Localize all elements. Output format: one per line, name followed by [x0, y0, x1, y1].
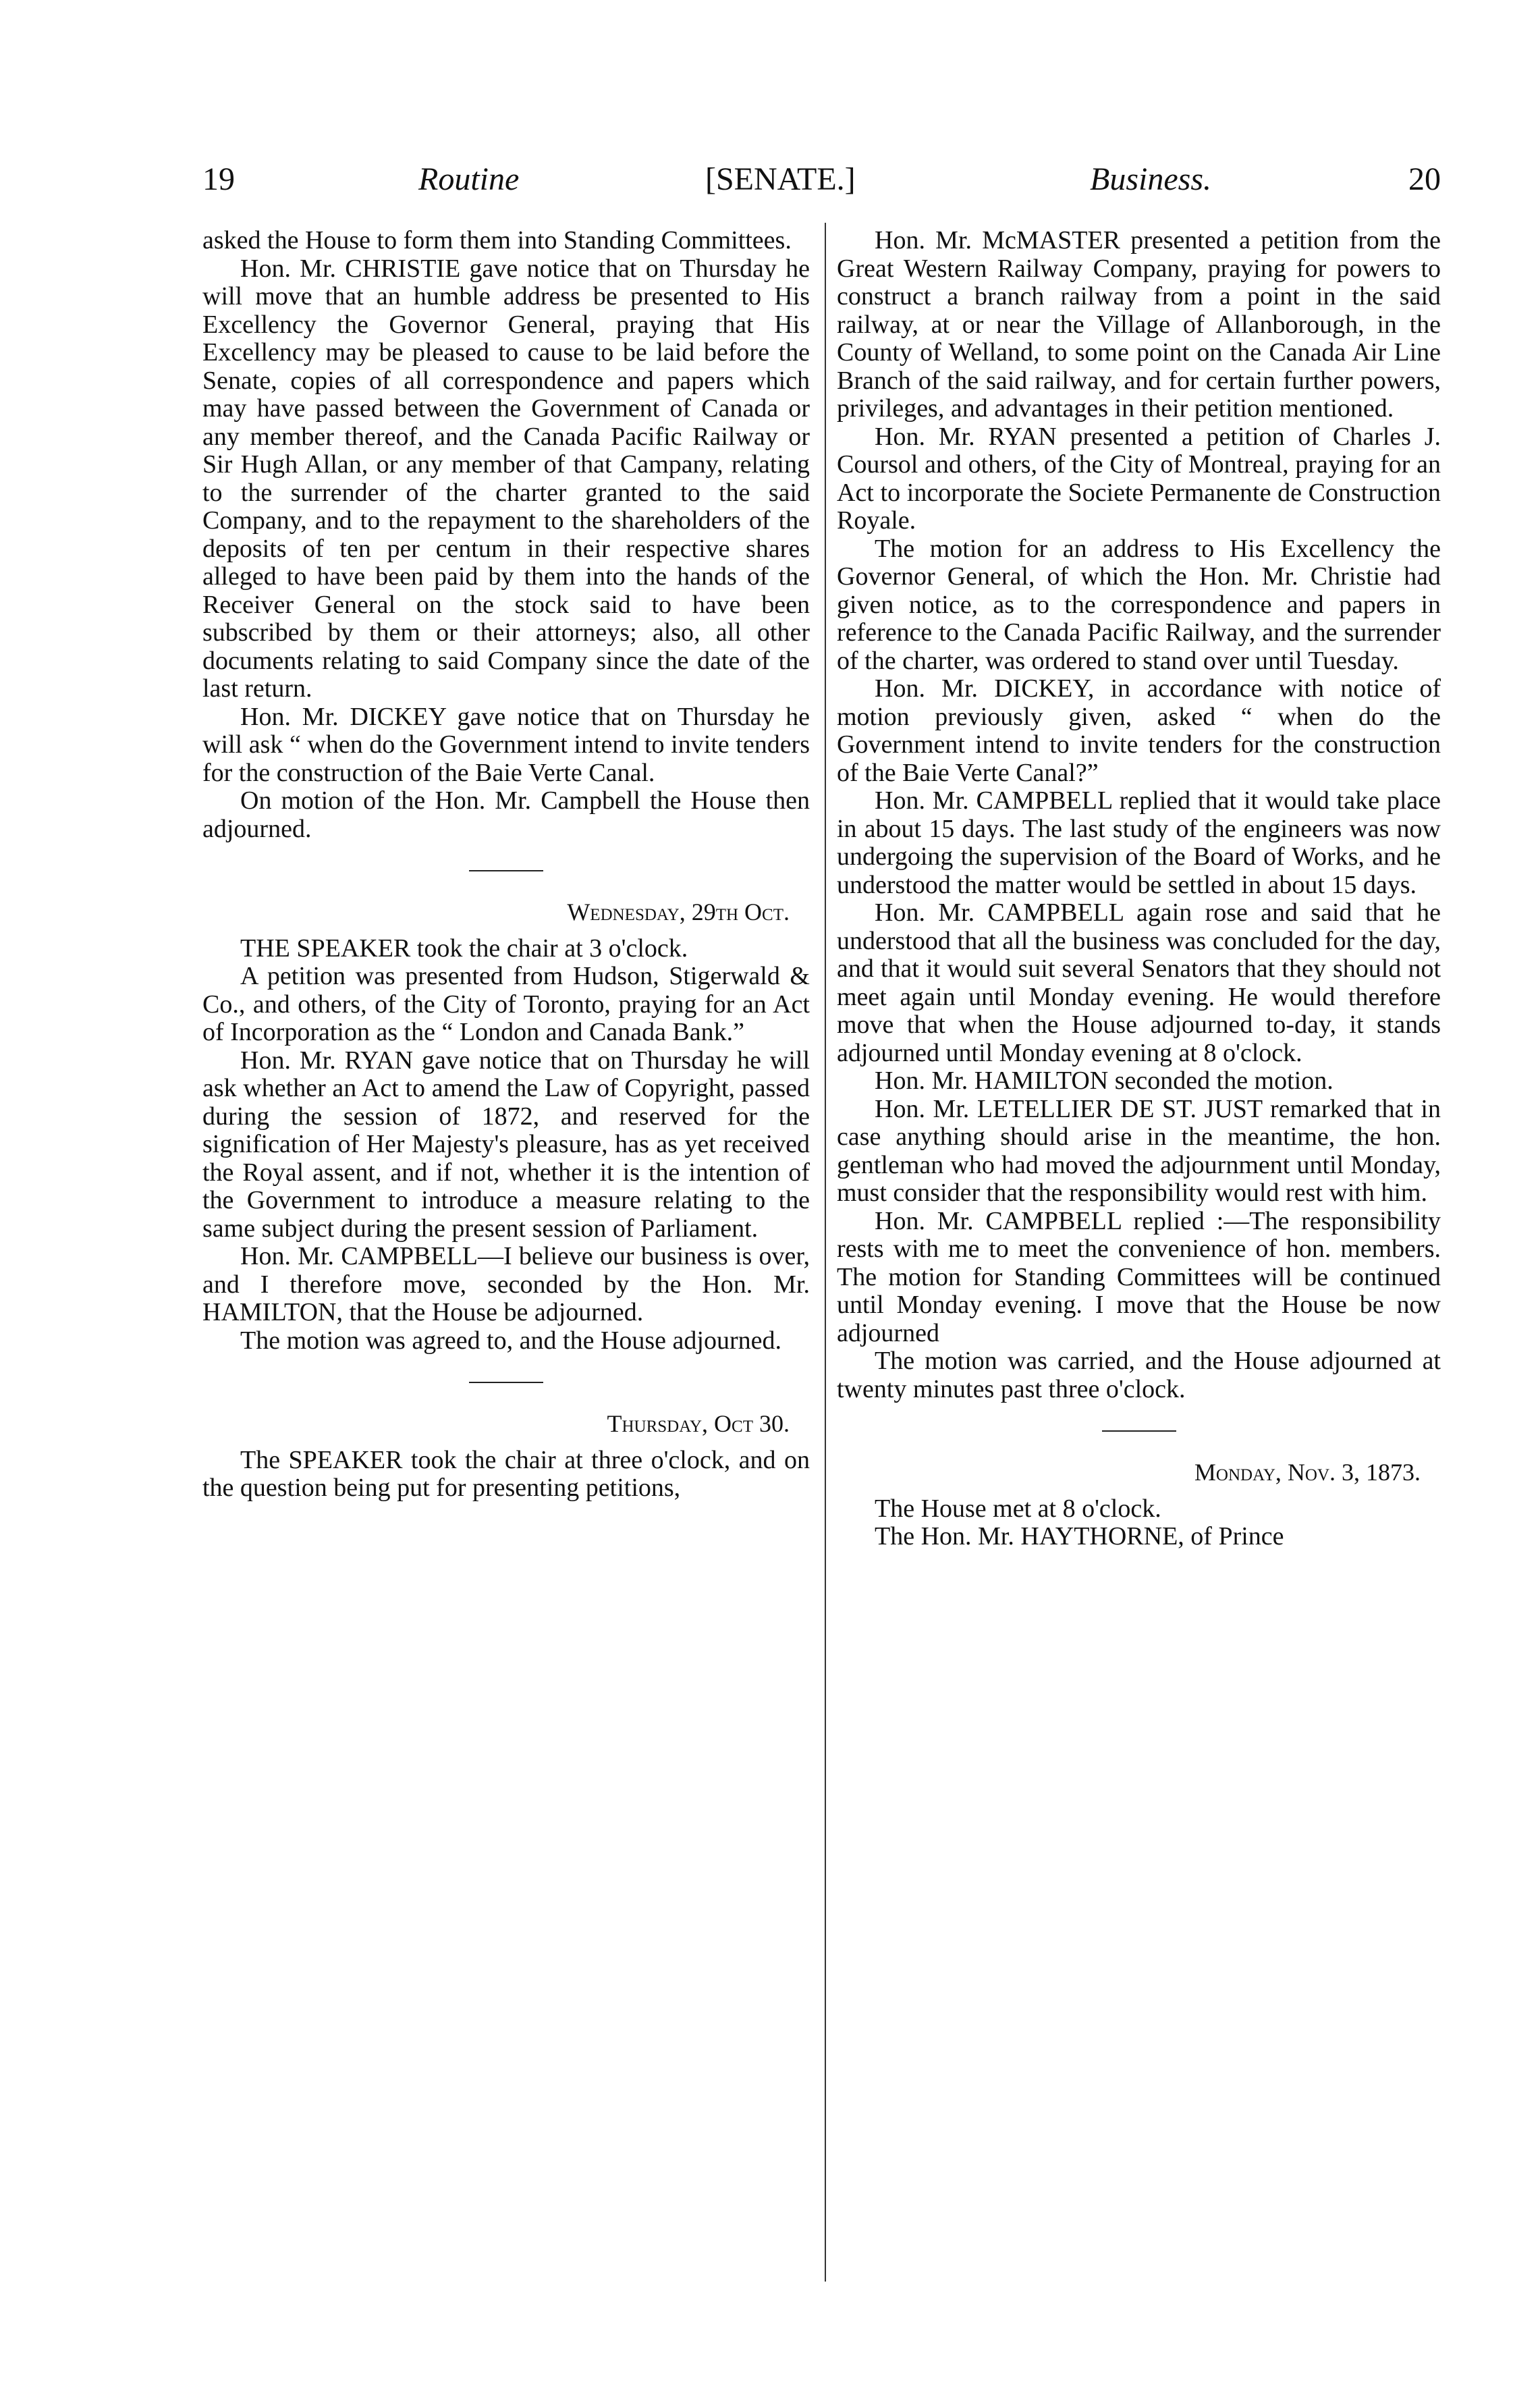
section-rule [469, 870, 543, 871]
paragraph: The SPEAKER took the chair at three o'clock, and on the question being put for presenting petitions, [202, 1445, 810, 1502]
running-head-center: [SENATE.] [705, 161, 856, 197]
paragraph: The motion was carried, and the House adjourned at twenty minutes past three o'clock. [837, 1347, 1441, 1403]
running-head-right: Business. [1090, 161, 1211, 197]
session-date: Monday, Nov. 3, 1873. [1194, 1459, 1421, 1486]
paragraph: Hon. Mr. LETELLIER DE ST. JUST remarked that in case anything should arise in the meantime, the hon. gentleman who had moved the adjournment until Monday, must consider that the responsibility would rest with him. [837, 1094, 1441, 1207]
running-head-left: Routine [418, 161, 520, 197]
paragraph: The motion for an address to His Excellency the Governor General, of which the Hon. Mr. Christie had given notice, as to the correspondence and papers in reference to the Canada Pacific Railway, and the surrender of the charter, was ordered to stand over until Tuesday. [837, 534, 1441, 675]
paragraph: Hon. Mr. CAMPBELL replied that it would take place in about 15 days. The last study of the engineers was now undergoing the supervision of the Board of Works, and he understood the matter would be settled in about 15 days. [837, 786, 1441, 899]
paragraph: Hon. Mr. RYAN gave notice that on Thursday he will ask whether an Act to amend the Law of Copyright, passed during the session of 1872, and reserved for the signification of Her Majesty's pleasure, has as yet received the Royal assent, and if not, whether it is the intention of the Government to introduce a measure relating to the same subject during the present session of Parliament. [202, 1046, 810, 1243]
left-column [202, 227, 810, 1503]
paragraph: Hon. Mr. DICKEY gave notice that on Thursday he will ask “ when do the Government intend to invite tenders for the construction of the Baie Verte Canal. [202, 702, 810, 787]
paragraph: asked the House to form them into Standing Committees. [202, 226, 792, 254]
paragraph: A petition was presented from Hudson, Stigerwald & Co., and others, of the City of Toronto, praying for an Act of Incorporation as the “ London and Canada Bank.” [202, 962, 810, 1046]
paragraph: Hon. Mr. DICKEY, in accordance with notice of motion previously given, asked “ when do the Government intend to invite tenders for the construction of the Baie Verte Canal?” [837, 674, 1441, 787]
right-page-number: 20 [1408, 161, 1441, 197]
column-divider [825, 223, 826, 2282]
left-page-number: 19 [202, 161, 235, 197]
session-date: Wednesday, 29th Oct. [567, 898, 790, 925]
paragraph: On motion of the Hon. Mr. Campbell the House then adjourned. [202, 786, 810, 843]
paragraph: Hon. Mr. CAMPBELL again rose and said that he understood that all the business was concluded for the day, and that it would suit several Senators that they should not meet again until Monday evening. He would therefore move that when the House adjourned to-day, it stands adjourned until Monday evening at 8 o'clock. [837, 898, 1441, 1067]
paragraph: Hon. Mr. McMASTER presented a petition from the Great Western Railway Company, praying for powers to construct a branch railway from a point in the said railway, at or near the Village of Allanborough, in the County of Welland, to some point on the Canada Air Line Branch of the said railway, and for certain further powers, privileges, and advantages in their petition mentioned. [837, 226, 1441, 423]
paragraph: THE SPEAKER took the chair at 3 o'clock. [240, 934, 688, 963]
paragraph: The Hon. Mr. HAYTHORNE, of Prince [875, 1522, 1284, 1551]
paragraph: Hon. Mr. CHRISTIE gave notice that on Thursday he will move that an humble address be presented to His Excellency the Governor General, praying that His Excellency may be pleased to cause to be laid before the Senate, copies of all correspondence and papers which may have passed between the Government of Canada or any member thereof, and the Canada Pacific Railway or Sir Hugh Allan, or any member of that Campany, relating to the surrender of the charter granted to the said Company, and to the repayment to the shareholders of the deposits of ten per centum in their respective shares alleged to have been paid by them into the hands of the Receiver General on the stock said to have been subscribed by them or their attorneys; also, all other documents relating to said Company since the date of the last return. [202, 254, 810, 703]
paragraph: The House met at 8 o'clock. [875, 1494, 1161, 1523]
section-rule [1102, 1430, 1176, 1432]
right-column [837, 227, 1441, 1551]
session-date: Thursday, Oct 30. [607, 1410, 790, 1437]
section-rule [469, 1382, 543, 1383]
paragraph: Hon. Mr. HAMILTON seconded the motion. [875, 1067, 1333, 1095]
paragraph: Hon. Mr. RYAN presented a petition of Charles J. Coursol and others, of the City of Montreal, praying for an Act to incorporate the Societe Permanente de Construction Royale. [837, 422, 1441, 535]
paragraph: The motion was agreed to, and the House adjourned. [240, 1326, 781, 1355]
paragraph: Hon. Mr. CAMPBELL—I believe our business is over, and I therefore move, seconded by the Hon. Mr. HAMILTON, that the House be adjourned. [202, 1242, 810, 1326]
paragraph: Hon. Mr. CAMPBELL replied :—The responsibility rests with me to meet the convenience of hon. members. The motion for Standing Committees will be continued until Monday evening. I move that the House be now adjourned [837, 1206, 1441, 1347]
page-header [202, 154, 1441, 208]
